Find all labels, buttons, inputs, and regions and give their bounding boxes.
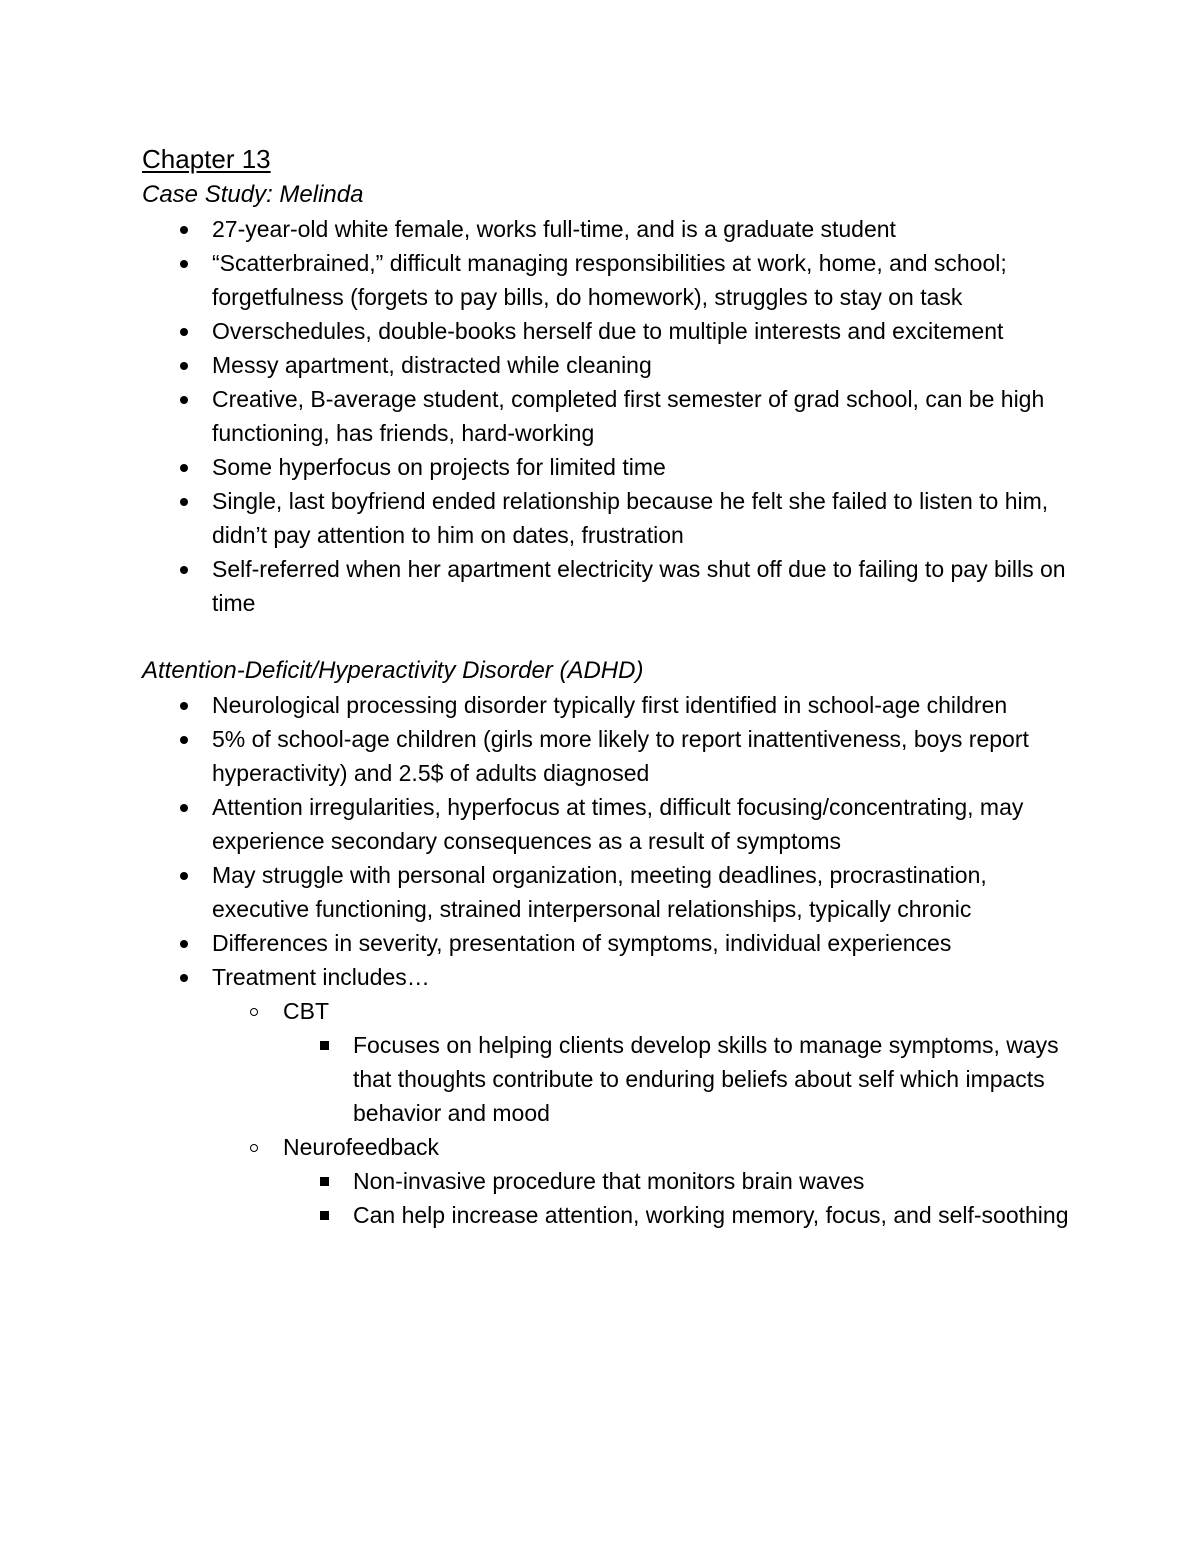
list-item: Overschedules, double-books herself due to multiple interests and excitement [212, 314, 1072, 348]
square-bullet-icon [320, 1211, 329, 1220]
bullet-icon [180, 872, 188, 880]
bullet-icon [180, 260, 188, 268]
chapter-title: Chapter 13 [142, 144, 271, 174]
list-item: “Scatterbrained,” difficult managing responsibilities at work, home, and school; forgetfulness (forgets to pay bills, do homework), struggles to stay on task [212, 246, 1072, 314]
document-page [142, 140, 1072, 1232]
list-item: Non-invasive procedure that monitors brain waves [353, 1164, 1072, 1198]
list-item: Messy apartment, distracted while cleaning [212, 348, 1072, 382]
bullet-icon [180, 804, 188, 812]
list-item: Can help increase attention, working memory, focus, and self-soothing [353, 1198, 1072, 1232]
list-item: Self-referred when her apartment electricity was shut off due to failing to pay bills on time [212, 552, 1072, 620]
bullet-icon [180, 566, 188, 574]
bullet-icon [180, 464, 188, 472]
bullet-icon [180, 736, 188, 744]
list-item: 27-year-old white female, works full-time, and is a graduate student [212, 212, 1072, 246]
list-item: Attention irregularities, hyperfocus at times, difficult focusing/concentrating, may experience secondary consequences as a result of symptoms [212, 790, 1072, 858]
bullet-icon [180, 362, 188, 370]
list-item: Some hyperfocus on projects for limited time [212, 450, 1072, 484]
case-study-list [142, 212, 1072, 620]
bullet-icon [180, 328, 188, 336]
list-item: 5% of school-age children (girls more likely to report inattentiveness, boys report hyperactivity) and 2.5$ of adults diagnosed [212, 722, 1072, 790]
list-item: May struggle with personal organization, meeting deadlines, procrastination, executive functioning, strained interpersonal relationships, typically chronic [212, 858, 1072, 926]
square-bullet-icon [320, 1041, 329, 1050]
bullet-icon [180, 498, 188, 506]
hollow-bullet-icon [250, 1008, 258, 1016]
treatment-option-cbt: CBT Focuses on helping clients develop skills to manage symptoms, ways that thoughts contribute to enduring beliefs about self which impacts behavior and mood [283, 994, 1072, 1130]
bullet-icon [180, 396, 188, 404]
case-study-heading: Case Study: Melinda [142, 181, 364, 208]
adhd-heading: Attention-Deficit/Hyperactivity Disorder (ADHD) [142, 657, 644, 684]
bullet-icon [180, 974, 188, 982]
list-item: Focuses on helping clients develop skills to manage symptoms, ways that thoughts contribute to enduring beliefs about self which impacts behavior and mood [353, 1028, 1072, 1130]
adhd-list [142, 688, 1072, 1232]
list-item: Neurological processing disorder typically first identified in school-age children [212, 688, 1072, 722]
hollow-bullet-icon [250, 1144, 258, 1152]
list-item: Differences in severity, presentation of symptoms, individual experiences [212, 926, 1072, 960]
neurofeedback-details [283, 1164, 1072, 1232]
bullet-icon [180, 940, 188, 948]
treatment-list [212, 994, 1072, 1232]
treatment-option-neurofeedback: Neurofeedback Non-invasive procedure that monitors brain waves Can help increase attention, working memory, focus, and self-soothing [283, 1130, 1072, 1232]
bullet-icon [180, 226, 188, 234]
list-item: Creative, B-average student, completed first semester of grad school, can be high functioning, has friends, hard-working [212, 382, 1072, 450]
treatment-item: Treatment includes… CBT Focuses on helping clients develop skills to manage symptoms, ways that thoughts contribute to enduring beliefs about self which impacts behavior and mood Neurofeedback Non-invasive procedure that monitors brain waves Can help increase attention, working memory, focus, and self-soothing [212, 960, 1072, 1232]
bullet-icon [180, 702, 188, 710]
square-bullet-icon [320, 1177, 329, 1186]
cbt-details [283, 1028, 1072, 1130]
list-item: Single, last boyfriend ended relationship because he felt she failed to listen to him, didn’t pay attention to him on dates, frustration [212, 484, 1072, 552]
